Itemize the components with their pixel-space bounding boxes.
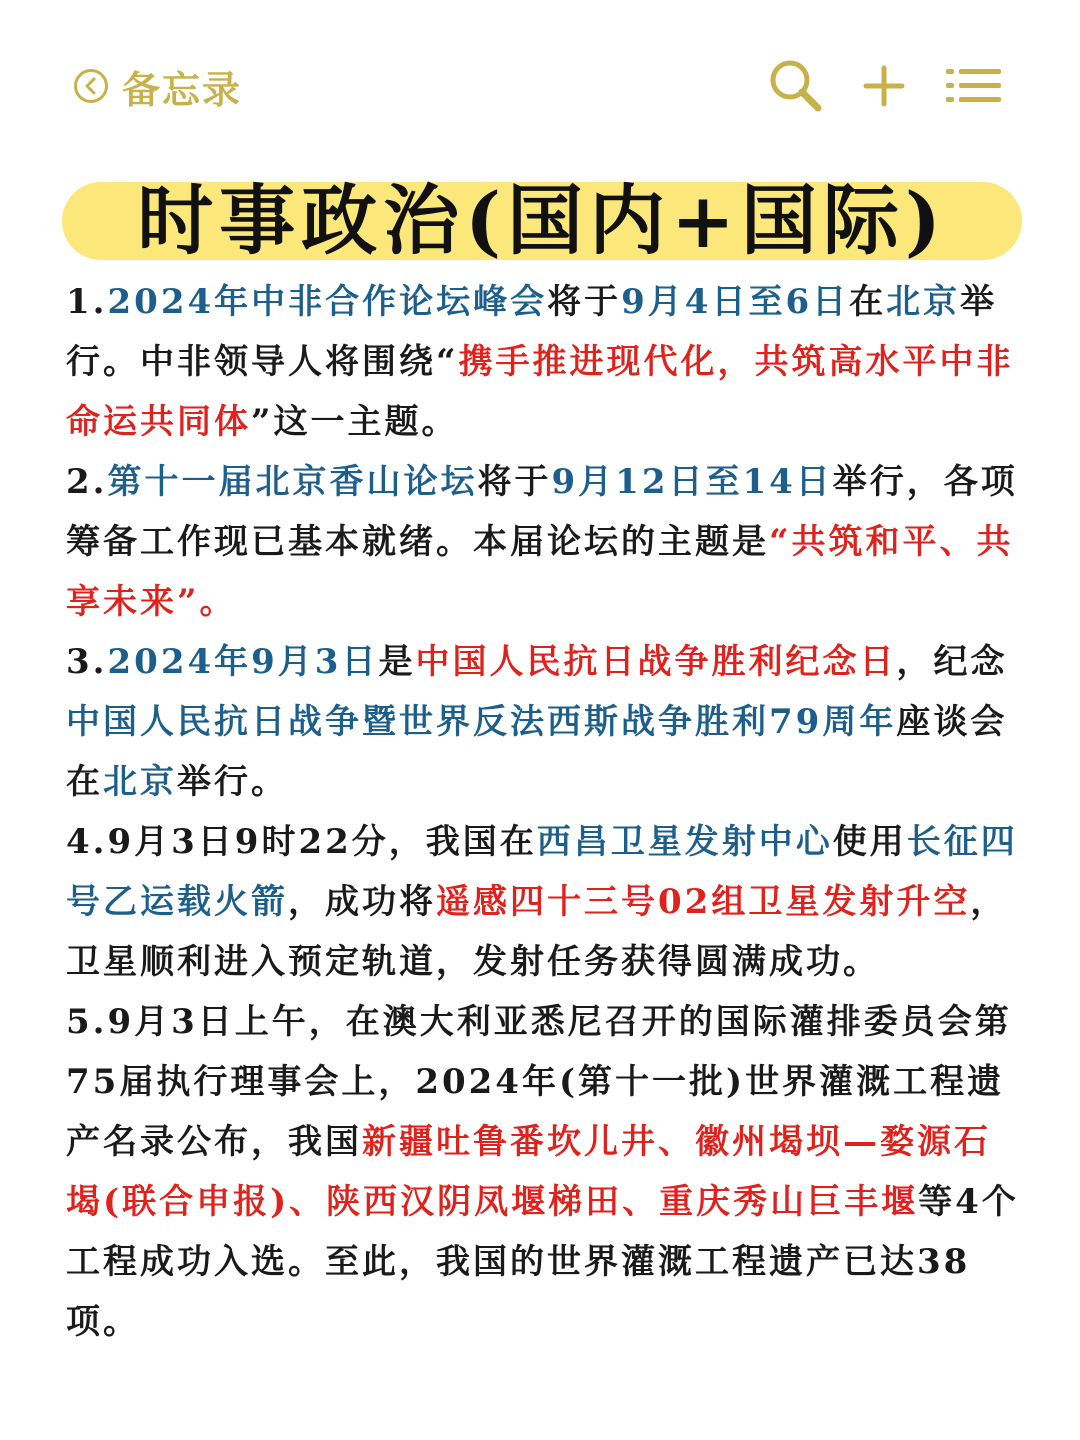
memo-segment: 2024年9月3日 xyxy=(107,642,379,682)
memo-segment: 遥感四十三号02组卫星发射升空 xyxy=(436,882,971,922)
back-label: 备忘录 xyxy=(122,67,243,112)
memo-segment: 北京 xyxy=(886,282,961,322)
memo-segment: 第十一届北京香山论坛 xyxy=(107,462,478,502)
memo-content xyxy=(66,272,1022,1352)
memo-segment: 使用 xyxy=(832,822,907,862)
memo-segment: 是 xyxy=(378,642,416,682)
memo-segment: 座谈会在 xyxy=(66,702,1008,802)
memo-segment: ”这一主题。 xyxy=(251,402,459,442)
memo-segment: ，纪念 xyxy=(896,642,1008,682)
memo-segment: 中国人民抗日战争胜利纪念日 xyxy=(415,642,897,682)
search-icon[interactable] xyxy=(766,58,826,114)
menu-list-icon[interactable] xyxy=(944,58,1004,114)
memo-segment: 举行。 xyxy=(177,762,288,802)
memo-segment: “共筑和平、共享未来”。 xyxy=(66,522,1014,622)
memo-segment: 长征四号乙运载火箭 xyxy=(66,822,1018,922)
memo-item-2 xyxy=(66,452,1022,632)
memo-segment: 举行。中非领导人将围绕“ xyxy=(66,282,998,382)
memo-segment: 3. xyxy=(66,642,108,682)
page-title xyxy=(62,168,1022,274)
memo-segment: 西昌卫星发射中心 xyxy=(536,822,833,862)
chevron-left-icon xyxy=(74,69,108,103)
top-bar xyxy=(0,0,1080,170)
memo-segment: 9月4日至6日 xyxy=(621,282,850,322)
memo-segment: 在 xyxy=(849,282,887,322)
memo-segment: 2. xyxy=(66,462,108,502)
memo-segment: 1. xyxy=(66,282,108,322)
memo-segment: 携手推进现代化，共筑高水平中非命运共同体 xyxy=(66,342,1014,442)
memo-item-5 xyxy=(66,992,1022,1352)
memo-item-4 xyxy=(66,812,1022,992)
memo-segment: 2024年中非合作论坛峰会 xyxy=(107,282,548,322)
memo-segment: 举行，各项筹备工作现已基本就绪。本届论坛的主题是 xyxy=(66,462,1018,562)
plus-icon[interactable] xyxy=(854,58,914,114)
memo-segment: 等4个工程成功入选。至此，我国的世界灌溉工程遗产已达38项。 xyxy=(66,1182,1019,1342)
memo-segment: 5.9月3日上午，在澳大利亚悉尼召开的国际灌排委员会第75届执行理事会上，2024年(第十一批)世界灌溉工程遗产名录公布，我国 xyxy=(66,1002,1012,1162)
memo-segment: 将于 xyxy=(547,282,622,322)
memo-segment: ，卫星顺利进入预定轨道，发射任务获得圆满成功。 xyxy=(66,882,1008,982)
memo-segment: 将于 xyxy=(477,462,552,502)
back-button[interactable] xyxy=(74,64,243,112)
memo-segment: ，成功将 xyxy=(288,882,436,922)
memo-item-1 xyxy=(66,272,1022,452)
memo-segment: 中国人民抗日战争暨世界反法西斯战争胜利79周年 xyxy=(66,702,897,742)
title-text: 时事政治(国内+国际) xyxy=(137,176,947,265)
memo-item-3 xyxy=(66,632,1022,812)
memo-segment: 9月12日至14日 xyxy=(551,462,833,502)
memo-segment: 新疆吐鲁番坎儿井、徽州堨坝—婺源石堨(联合申报)、陕西汉阴凤堰梯田、重庆秀山巨丰堰 xyxy=(66,1122,991,1222)
memo-segment: 北京 xyxy=(103,762,177,802)
memo-segment: 4.9月3日9时22分，我国在 xyxy=(66,822,537,862)
